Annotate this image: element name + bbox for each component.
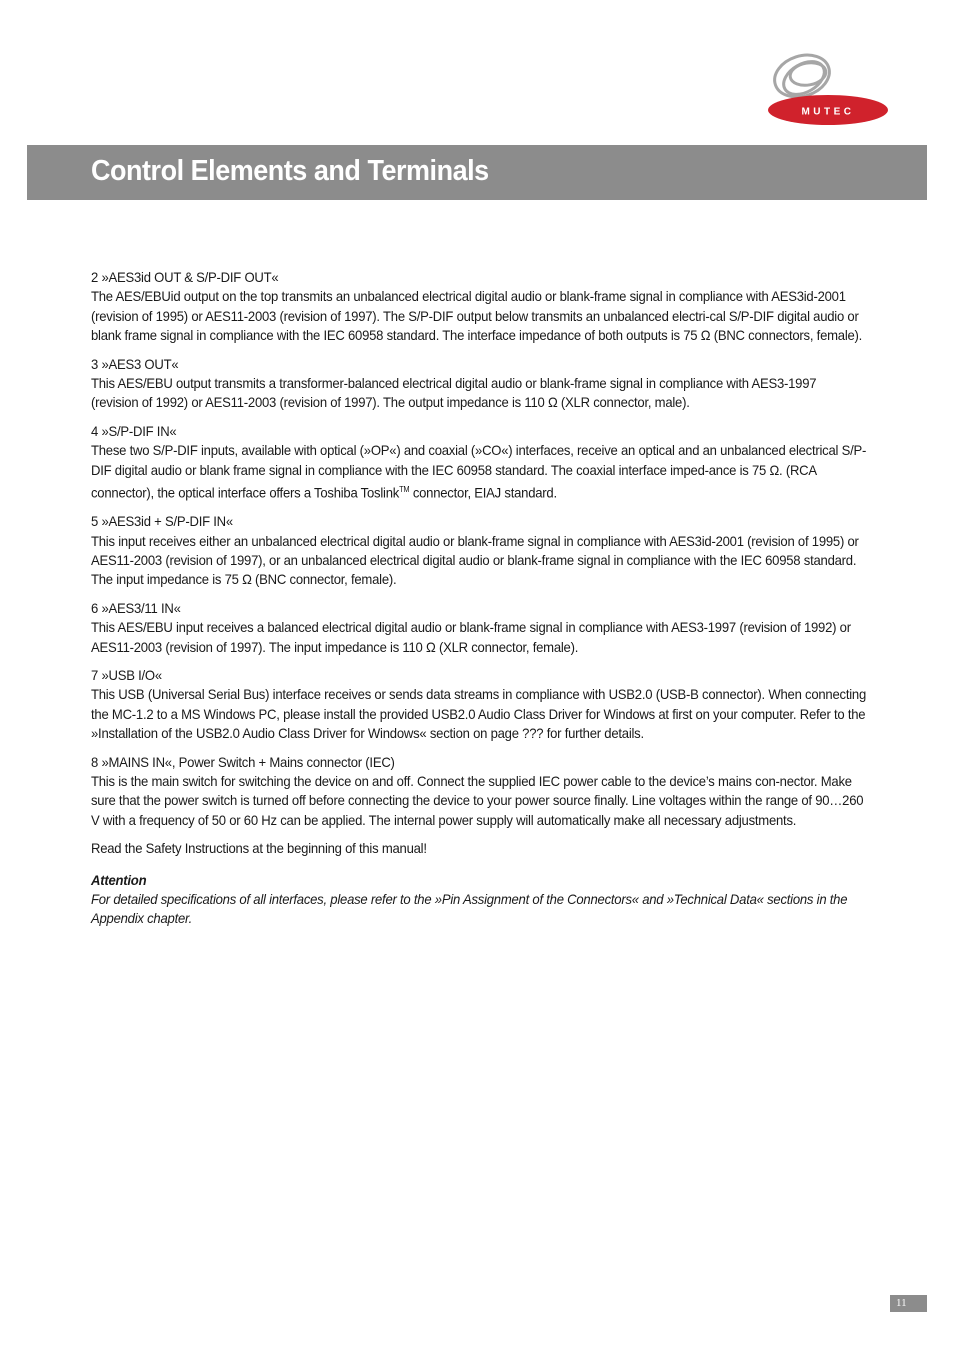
- section-heading: 6 »AES3/11 IN«: [91, 599, 181, 616]
- content: [91, 268, 866, 929]
- section-heading: 8 »MAINS IN«, Power Switch + Mains connector (IEC): [91, 753, 395, 770]
- page-number: 11: [890, 1295, 927, 1312]
- section-spdif-in: [91, 422, 866, 503]
- section-heading: 3 »AES3 OUT«: [91, 355, 179, 372]
- section-body-text: These two S/P-DIF inputs, available with optical (»OP«) and coaxial (»CO«) interfaces, receive an optical and an unbalanced electrical S/P-DIF digital audio or blank frame signal in compliance with the IEC 60958 standard. The coaxial interface imped-ance is 75 Ω. (RCA connector), the optical interface offers a Toshiba Toslink: [91, 442, 867, 501]
- page-title: Control Elements and Terminals: [91, 155, 489, 187]
- section-usb-io: [91, 666, 866, 744]
- section-body: This is the main switch for switching the device on and off. Connect the supplied IEC power cable to the device’s mains con-nector. Make sure that the power switch is turned off before connecting the device to your power source finally. Line voltages within the range of 90…260 V with a frequency of 50 or 60 Hz can be applied. The internal power supply will automatically make all necessary adjustments.: [91, 773, 864, 828]
- section-heading: 5 »AES3id + S/P-DIF IN«: [91, 513, 233, 530]
- section-aes3-out: [91, 355, 866, 413]
- section-heading: 4 »S/P-DIF IN«: [91, 422, 177, 439]
- attention-box: [91, 871, 866, 929]
- section-aes3id-spdif-in: [91, 512, 866, 590]
- safety-note: Read the Safety Instructions at the beginning of this manual!: [91, 840, 427, 857]
- section-body: This AES/EBU input receives a balanced electrical digital audio or blank-frame signal in compliance with AES3-1997 (revision of 1992) or AES11-2003 (revision of 1997). The input impedance is 110 Ω (XLR connector, female).: [91, 619, 851, 655]
- section-aes3-11-in: [91, 599, 866, 657]
- section-body: This input receives either an unbalanced electrical digital audio or blank-frame signal in compliance with AES3id-2001 (revision of 1995) or AES11-2003 (revision of 1997), or an unbalanced electrical digital audio or blank-frame signal in compliance with the IEC 60958 standard. The input impedance is 75 Ω (BNC connector, female).: [91, 532, 859, 588]
- attention-body: For detailed specifications of all interfaces, please refer to the »Pin Assignment of the Connectors« and »Technical Data« sections in the Appendix chapter.: [91, 891, 848, 927]
- section-body-text-end: connector, EIAJ standard.: [409, 484, 557, 501]
- trademark-symbol: TM: [399, 485, 410, 495]
- mutec-logo: [764, 50, 892, 128]
- section-heading: 7 »USB I/O«: [91, 666, 162, 683]
- section-body: This USB (Universal Serial Bus) interface receives or sends data streams in compliance with USB2.0 (USB-B connector). When connecting the MC-1.2 to a MS Windows PC, please install the provided USB2.0 Audio Class Driver for Windows at first on your computer. Refer to the »Installation of the USB2.0 Audio Class Driver for Windows« section on page ??? for further details.: [91, 686, 867, 742]
- section-mains-in: [91, 753, 866, 831]
- section-aes3id-out: [91, 268, 866, 346]
- section-heading: 2 »AES3id OUT & S/P-DIF OUT«: [91, 269, 279, 285]
- section-body: [91, 441, 866, 503]
- logo-text: MUTEC: [801, 106, 855, 118]
- title-bar: [27, 145, 927, 200]
- attention-title: Attention: [91, 871, 147, 888]
- section-body: This AES/EBU output transmits a transformer-balanced electrical digital audio or blank-frame signal in compliance with AES3-1997 (revision of 1992) or AES11-2003 (revision of 1997). The output impedance is 110 Ω (XLR connector, male).: [91, 375, 817, 411]
- section-body: The AES/EBUid output on the top transmits an unbalanced electrical digital audio or blank-frame signal in compliance with AES3id-2001 (revision of 1995) or AES11-2003 (revision of 1997). The S/P-DIF output below transmits an unbalanced electri-cal S/P-DIF digital audio or blank frame signal in compliance with the IEC 60958 standard. The interface impedance of both outputs is 75 Ω (BNC connectors, female).: [91, 288, 863, 344]
